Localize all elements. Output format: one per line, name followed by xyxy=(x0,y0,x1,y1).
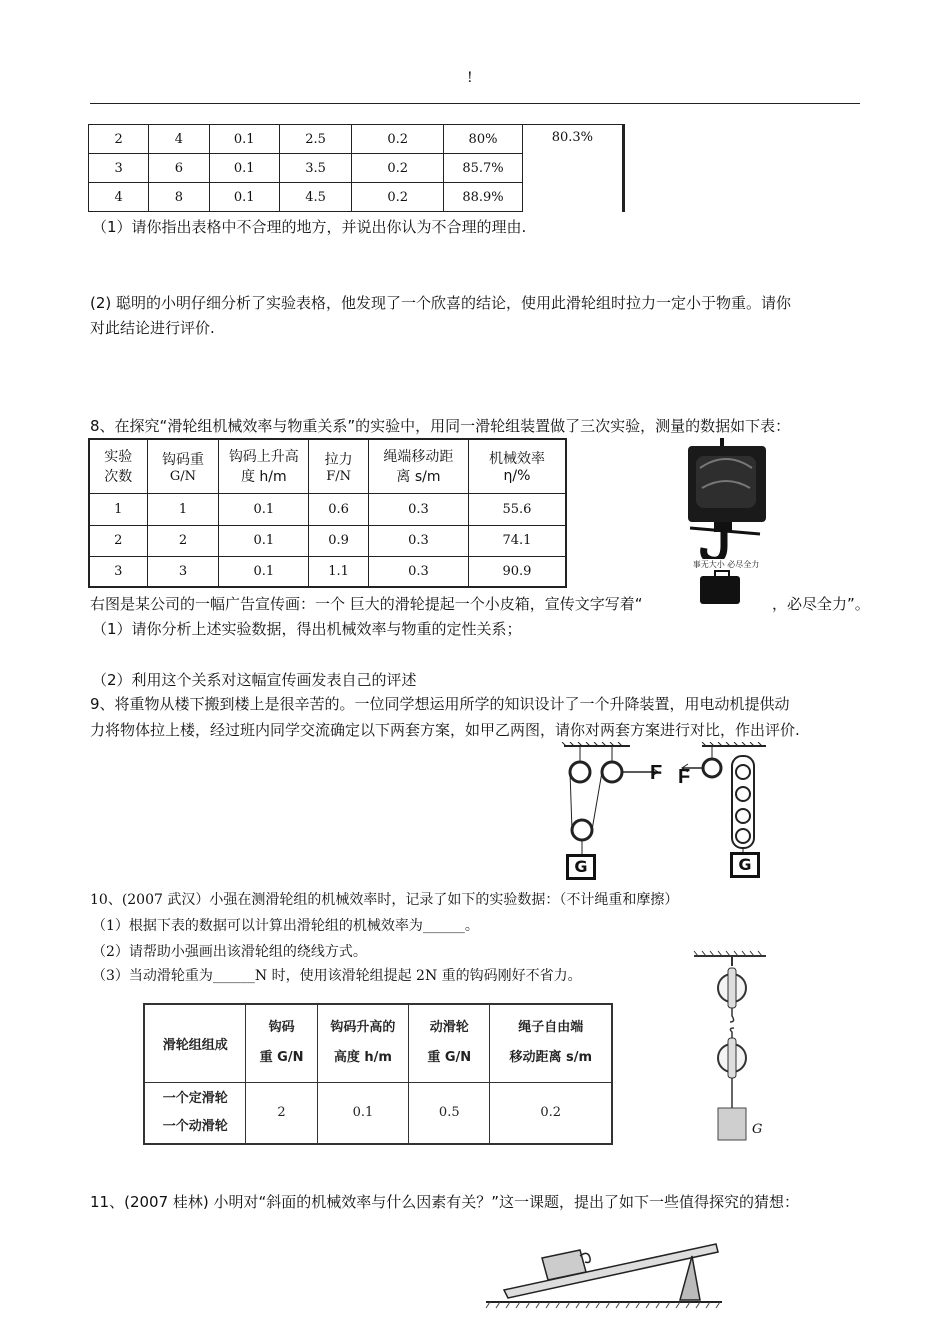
q8-part2: （2）利用这个关系对这幅宣传画发表自己的评述 xyxy=(92,671,417,689)
table-row: 一个定滑轮 一个动滑轮 2 0.1 0.5 0.2 xyxy=(144,1082,612,1144)
q8-ad-text-b: ，必尽全力”。 xyxy=(772,595,870,613)
header-mark: ! xyxy=(467,70,473,86)
q9-line1: 9、将重物从楼下搬到楼上是很辛苦的。一位同学想运用所学的知识设计了一个升降装置，用电动机提供动 xyxy=(90,695,790,713)
q10-weight-label: G xyxy=(752,1122,763,1137)
q10-item1: （1）根据下表的数据可以计算出滑轮组的机械效率为______。 xyxy=(92,918,479,934)
table-row: 4 8 0.1 4.5 0.2 88.9% xyxy=(89,183,624,212)
q10-item2: （2）请帮助小强画出该滑轮组的绕线方式。 xyxy=(92,944,367,960)
weight-box-a: G xyxy=(566,854,596,880)
q10-pulley-figure xyxy=(690,950,770,1146)
ad-suitcase-handle xyxy=(714,570,730,578)
force-label-a: F xyxy=(650,762,663,784)
q8-data-table xyxy=(88,438,567,588)
table-row: 3 6 0.1 3.5 0.2 85.7% xyxy=(89,154,624,183)
q7-part1: （1）请你指出表格中不合理的地方，并说出你认为不合理的理由. xyxy=(92,218,527,236)
ad-caption: 事无大小 必尽全力 xyxy=(680,559,772,570)
efficiency-table-continued xyxy=(88,124,625,212)
q8-part1: （1）请你分析上述实验数据，得出机械效率与物重的定性关系； xyxy=(92,620,522,638)
q10-intro: 10、(2007 武汉）小强在测滑轮组的机械效率时，记录了如下的实验数据：（不计绳重和摩擦） xyxy=(90,892,679,908)
table-row: 2 2 0.1 0.9 0.3 74.1 xyxy=(89,525,566,556)
ad-suitcase xyxy=(700,576,740,604)
q7-part2-line2: 对此结论进行评价. xyxy=(90,319,215,337)
incline-diagram xyxy=(484,1230,724,1310)
q9-line2: 力将物体拉上楼，经过班内同学交流确定以下两套方案，如甲乙两图，请你对两套方案进行对比，作出评价. xyxy=(90,721,800,739)
table-header-row: 实验 次数 钩码重 G/N 钩码上升高 度 h/m 拉力 F/N 绳端移动距 离 s/m 机械效率 η/% xyxy=(89,439,566,493)
q11-intro: 11、(2007 桂林) 小明对“斜面的机械效率与什么因素有关？”这一课题，提出了如下一些值得探究的猜想： xyxy=(90,1193,800,1211)
header-rule xyxy=(90,103,860,104)
table-header-row: 滑轮组组成 钩码 重 G/N 钩码升高的 高度 h/m 动滑轮 重 G/N 绳子自由端 移动距离 s/m xyxy=(144,1004,612,1082)
table-row: 1 1 0.1 0.6 0.3 55.6 xyxy=(89,493,566,525)
weight-box-b: G xyxy=(730,852,760,878)
q8-intro: 8、在探究“滑轮组机械效率与物重关系”的实验中，用同一滑轮组装置做了三次实验，测量的数据如下表： xyxy=(90,417,791,435)
table-row: 3 3 0.1 1.1 0.3 90.9 xyxy=(89,556,566,587)
q10-data-table xyxy=(143,1003,613,1145)
q8-ad-text-a: 右图是某公司的一幅广告宣传画：一个 巨大的滑轮提起一个小皮箱，宣传文字写着“ xyxy=(90,595,643,613)
q7-part2-line1: (2) 聪明的小明仔细分析了实验表格，他发现了一个欣喜的结论，使用此滑轮组时拉力一定小于物重。请你 xyxy=(90,294,792,312)
table-row: 2 4 0.1 2.5 0.2 80% 80.3% xyxy=(89,125,624,154)
plan-a-diagram xyxy=(562,742,658,854)
force-label-b: F xyxy=(678,766,691,788)
plan-b-diagram xyxy=(682,742,766,854)
ad-illustration xyxy=(680,438,772,608)
q10-item3: （3）当动滑轮重为______N 时，使用该滑轮组提起 2N 重的钩码刚好不省力。 xyxy=(92,968,582,984)
